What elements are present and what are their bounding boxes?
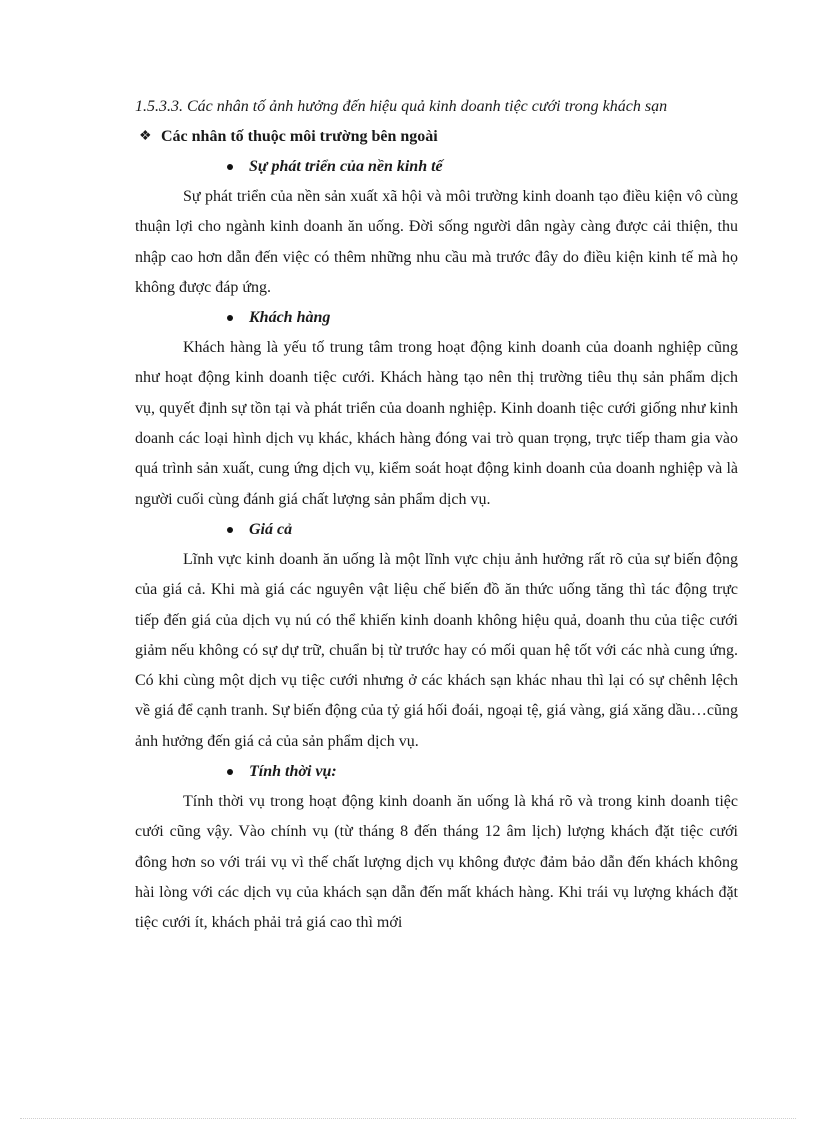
bullet-heading [135,757,738,787]
section-title-row [135,122,738,152]
paragraph-text: Sự phát triển của nền sản xuất xã hội và môi trường kinh doanh tạo điều kiện vô cùng thuận lợi cho ngành kinh doanh ăn uống. Đời sống người dân ngày càng được cải thiện, thu nhập cao hơn dẫn đến việc có thêm những nhu cầu mà trước đây do điều kiện kinh tế mà họ không được đáp ứng. [135,188,738,296]
paragraph-text: Khách hàng là yếu tố trung tâm trong hoạt động kinh doanh của doanh nghiệp cũng như hoạt động kinh doanh tiệc cưới. Khách hàng tạo nên thị trường tiêu thụ sản phẩm dịch vụ, quyết định sự tồn tại và phát triển của doanh nghiệp. Kinh doanh tiệc cưới giống như kinh doanh các loại hình dịch vụ khác, khách hàng đóng vai trò quan trọng, trực tiếp tham gia vào quá trình sản xuất, cung ứng dịch vụ, kiểm soát hoạt động kinh doanh của doanh nghiệp và là người cuối cùng đánh giá chất lượng sản phẩm dịch vụ. [135,339,738,508]
diamond-bullet-icon: ❖ [139,129,152,144]
paragraph [135,182,738,303]
paragraph [135,333,738,515]
bullet-heading-text: Sự phát triển của nền kinh tế [249,158,443,175]
bullet-dot-icon [227,164,233,170]
document-content [135,92,738,939]
bullet-heading [135,152,738,182]
bullet-heading [135,303,738,333]
subsection-heading: 1.5.3.3. Các nhân tố ảnh hưởng đến hiệu quả kinh doanh tiệc cưới trong khách sạn [135,98,668,115]
bullet-heading [135,515,738,545]
bullet-heading-text: Tính thời vụ: [249,763,337,781]
section-title: Các nhân tố thuộc môi trường bên ngoài [161,128,438,145]
page-bottom-divider [20,1118,796,1119]
paragraph-text: Lĩnh vực kinh doanh ăn uống là một lĩnh vực chịu ảnh hưởng rất rõ của sự biến động của giá cả. Khi mà giá các nguyên vật liệu chế biến đồ ăn thức uống tăng thì tác động trực tiếp đến giá của dịch vụ nú có thể khiến kinh doanh không hiệu quả, doanh thu của tiệc cưới giảm nếu không có sự dự trữ, chuẩn bị từ trước hay có mối quan hệ tốt với các nhà cung ứng. Có khi cùng một dịch vụ tiệc cưới nhưng ở các khách sạn khác nhau thì lại có sự chênh lệch về giá để cạnh tranh. Sự biến động của tỷ giá hối đoái, ngoại tệ, giá vàng, giá xăng dầu…cũng ảnh hưởng đến giá cả của sản phẩm dịch vụ. [135,550,738,750]
paragraph [135,545,738,757]
bullet-heading-text: Khách hàng [249,309,331,327]
paragraph [135,787,738,938]
bullet-heading-text: Giá cả [249,520,293,538]
bullet-dot-icon [227,769,233,775]
paragraph-text: Tính thời vụ trong hoạt động kinh doanh ăn uống là khá rõ và trong kinh doanh tiệc cưới cũng vậy. Vào chính vụ (từ tháng 8 đến tháng 12 âm lịch) lượng khách đặt tiệc cưới đông hơn so với trái vụ vì thế chất lượng dịch vụ không được đảm bảo dẫn đến khách không hài lòng với các dịch vụ của khách sạn dẫn đến mất khách hàng. Khi trái vụ lượng khách đặt tiệc cưới ít, khách phải trả giá cao thì mới [135,793,738,932]
bullet-dot-icon [227,527,233,533]
bullet-dot-icon [227,315,233,321]
